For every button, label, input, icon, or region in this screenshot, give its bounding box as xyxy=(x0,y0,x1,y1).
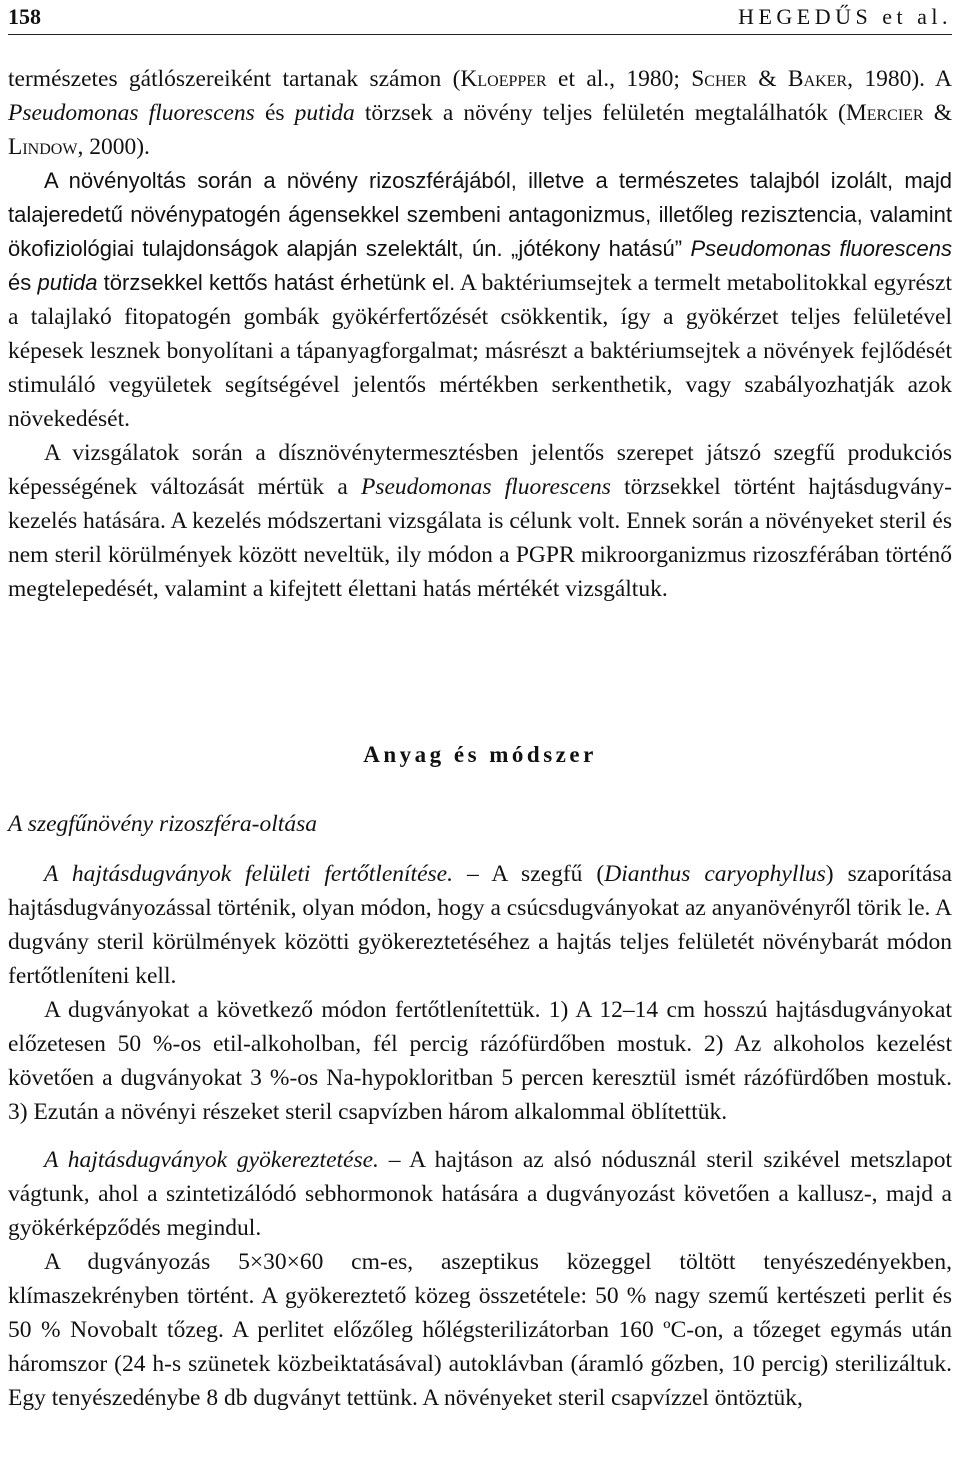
methods-paragraph-1: A hajtásdugványok felületi fertőtlenítése. – A szegfű (Dianthus caryophyllus) szaporítása hajtásdugványozással történik, olyan módon, hogy a csúcsdugványokat az anyanövényről törik le. A dugvány steril körülmények közötti gyökereztetéséhez a hajtás teljes felületét növénybarát módon fertőtleníteni kell. xyxy=(8,861,952,989)
intro-paragraph-1: természetes gátlószereiként tartanak számon (Kloepper et al., 1980; Scher & Baker, 1980). A Pseudomonas fluorescens és putida törzsek a növény teljes felületén megtalálhatók (Mercier & Lindow, 2000). xyxy=(8,66,953,160)
methods-paragraph-4: A dugványozás 5×30×60 cm-es, aszeptikus közeggel töltött tenyészedényekben, klímaszekrényben történt. A gyökereztető közeg összetétele: 50 % nagy szemű kertészeti perlit és 50 % Novobalt tőzeg. A perlitet előzőleg hőlégsterilizátorban 160 ºC-on, a tőzeget egymás után háromszor (24 h-s szünetek közbeiktatásával) autoklávban (áramló gőzben, 10 percig) sterilizáltuk. Egy tenyészedénybe 8 db dugványt tettünk. A növényeket steril csapvízzel öntöztük, xyxy=(8,1249,952,1411)
citation: Scher xyxy=(691,66,747,92)
methods-paragraph-2: A dugványokat a következő módon fertőtlenítettük. 1) A 12–14 cm hosszú hajtásdugványokat előzetesen 50 %-os etil-alkoholban, fél percig rázófürdőben mostuk. 2) Az alkoholos kezelést követően a dugványokat 3 %-os Na-hypokloritban 5 percen keresztül ismét rázófürdőben mostuk. 3) Ezután a növényi részeket steril csapvízben három alkalommal öblítettük. xyxy=(8,997,952,1125)
species-name: putida xyxy=(37,270,98,295)
species-name: putida xyxy=(294,100,355,126)
running-title: HEGEDŰS et al. xyxy=(738,4,952,29)
page-header xyxy=(8,4,952,35)
intro-paragraph-3: A vizsgálatok során a dísznövénytermesztésben jelentős szerepet játszó szegfű produkciós képességének változását mértük a Pseudomonas fluorescens törzsekkel történt hajtásdugvány-kezelés hatására. A kezelés módszertani vizsgálata is célunk volt. Ennek során a növényeket steril és nem steril körülmények között neveltük, ily módon a PGPR mikroorganizmus rizoszférában történő megtelepedését, valamint a kifejtett élettani hatás mértékét vizsgáltuk. xyxy=(8,440,952,602)
intro-paragraph-2: A növényoltás során a növény rizoszférájából, illetve a természetes talajból izolált, majd talajeredetű növénypatogén ágensekkel szembeni antagonizmus, illetőleg rezisztencia, valamint ökofiziológiai tulajdonságok alapján szelektált, ún. „jótékony hatású” Pseudomonas fluorescens és putida törzsekkel kettős hatást érhetünk el. A baktériumsejtek a termelt metabolitokkal egyrészt a talajlakó fitopatogén gombák gyökérfertőzését csökkentik, így a gyökérzet teljes felületével képesek lesznek bonyolítani a tápanyagforgalmat; másrészt a baktériumsejtek a növények fejlődését stimuláló vegyületek segítségével jelentős mértékben serkenthetik, vagy szabályozhatják azok növekedését. xyxy=(8,168,952,432)
subsection-title: A szegfűnövény rizoszféra-oltása xyxy=(8,811,317,837)
methods-paragraph-3: A hajtásdugványok gyökereztetése. – A hajtáson az alsó nódusznál steril szikével metszlapot vágtunk, ahol a szintetizálódó sebhormonok hatására a dugványozást követően a kallusz-, majd a gyökérképződés megindul. xyxy=(8,1147,953,1241)
species-name: Pseudomonas fluorescens xyxy=(690,236,952,261)
citation: Lindow xyxy=(8,134,78,160)
section-title: Anyag és módszer xyxy=(363,742,597,767)
citation: Mercier xyxy=(845,100,924,126)
intro-text xyxy=(8,62,952,606)
species-name: Pseudomonas fluorescens xyxy=(360,474,611,500)
methods-text xyxy=(8,857,952,1415)
page-number: 158 xyxy=(8,4,41,29)
citation: Kloepper xyxy=(460,66,547,92)
paragraph-heading: A hajtásdugványok gyökereztetése. xyxy=(44,1147,379,1173)
species-name: Pseudomonas fluorescens xyxy=(8,100,255,126)
species-name: Dianthus caryophyllus xyxy=(604,861,826,887)
citation: Baker xyxy=(787,66,848,92)
paragraph-heading: A hajtásdugványok felületi fertőtlenítése. xyxy=(44,861,453,887)
